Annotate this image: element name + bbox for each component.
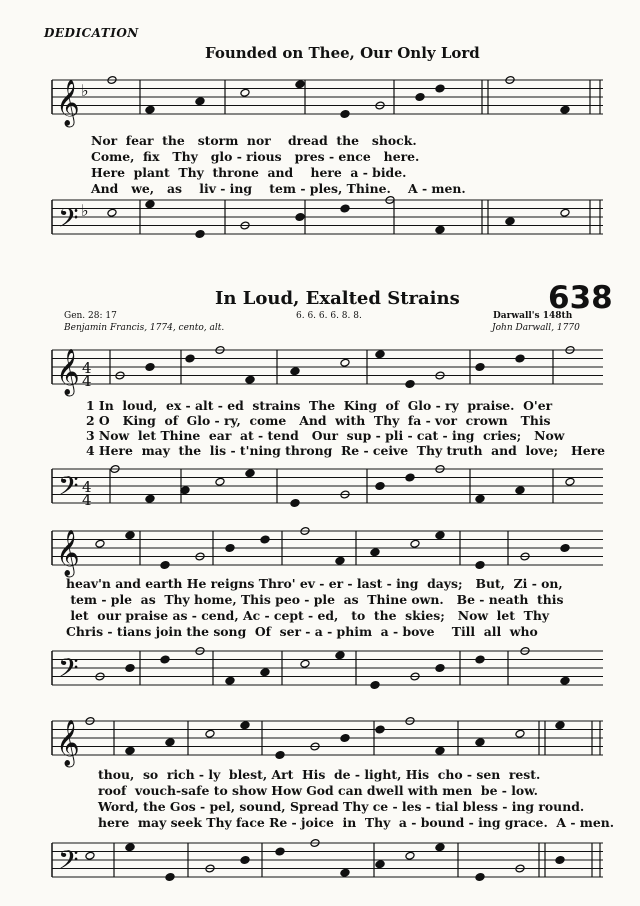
- verse-line-1-4: 4 Here may the lis - t'ning throng Re - ceive Thy truth and love; Here: [86, 443, 606, 458]
- note-head: [560, 544, 570, 553]
- note-head: [260, 668, 270, 677]
- note-head: [195, 230, 205, 239]
- note-head: [295, 80, 305, 89]
- note-head: [560, 105, 570, 114]
- note-head: [275, 751, 285, 760]
- time-signature-bottom: 4: [82, 372, 92, 390]
- note-head: [560, 676, 570, 685]
- note-head: [245, 469, 255, 478]
- hymn-title: In Loud, Exalted Strains: [215, 288, 460, 309]
- note-head: [125, 746, 135, 755]
- note-head: [240, 721, 250, 730]
- prev-hymn-title: Founded on Thee, Our Only Lord: [205, 44, 480, 62]
- prev-lyric-line-3: Here plant Thy throne and here a - bide.: [91, 165, 407, 180]
- treble-clef-icon: 𝄞: [56, 80, 80, 126]
- verse-line-2-4: Chris - tians join the song Of ser - a - phim a - bove Till all who: [66, 624, 538, 639]
- note-head: [435, 531, 445, 540]
- section-label: DEDICATION: [44, 26, 139, 40]
- note-head: [475, 738, 485, 747]
- note-head: [260, 535, 270, 544]
- note-head: [560, 208, 570, 217]
- note-head: [125, 531, 135, 540]
- note-head: [145, 200, 155, 209]
- verse-line-2-3: let our praise as - cend, Ac - cept - ed, to the skies; Now let Thy: [66, 608, 550, 623]
- treble-clef-icon: 𝄞: [56, 720, 80, 766]
- verse-line-3-3: Word, the Gos - pel, sound, Spread Thy ce - les - tial bless - ing round.: [98, 799, 585, 814]
- note-head: [215, 477, 225, 486]
- bass-clef-icon: 𝄢: [58, 844, 79, 882]
- note-head: [160, 655, 170, 664]
- tune-name: Darwall's 148th: [493, 311, 573, 321]
- note-head: [205, 729, 215, 738]
- note-head: [505, 217, 515, 226]
- note-head: [515, 729, 525, 738]
- note-head: [475, 873, 485, 882]
- hymn-number: 638: [548, 280, 613, 316]
- note-head: [475, 655, 485, 664]
- note-head: [515, 486, 525, 495]
- note-head: [375, 482, 385, 491]
- treble-clef-icon: 𝄞: [56, 530, 80, 576]
- note-head: [107, 208, 117, 217]
- note-head: [370, 548, 380, 557]
- note-head: [335, 651, 345, 660]
- note-head: [290, 499, 300, 508]
- note-head: [375, 350, 385, 359]
- note-head: [555, 721, 565, 730]
- note-head: [515, 354, 525, 363]
- flat-icon: ♭: [81, 201, 89, 220]
- note-head: [340, 868, 350, 877]
- note-head: [435, 843, 445, 852]
- note-head: [405, 380, 415, 389]
- time-signature-top: 4: [82, 359, 92, 377]
- note-head: [145, 105, 155, 114]
- note-head: [565, 477, 575, 486]
- note-head: [245, 375, 255, 384]
- note-head: [410, 539, 420, 548]
- note-head: [185, 354, 195, 363]
- note-head: [340, 358, 350, 367]
- note-head: [340, 204, 350, 213]
- note-head: [145, 363, 155, 372]
- bass-clef-icon: 𝄢: [58, 652, 79, 690]
- note-head: [195, 97, 205, 106]
- note-head: [240, 856, 250, 865]
- note-head: [415, 93, 425, 102]
- note-head: [555, 856, 565, 865]
- note-head: [225, 676, 235, 685]
- note-head: [95, 539, 105, 548]
- note-head: [405, 473, 415, 482]
- time-signature-top: 4: [82, 478, 92, 496]
- note-head: [300, 659, 310, 668]
- note-head: [340, 110, 350, 119]
- prev-lyric-line-4: And we, as liv - ing tem - ples, Thine. A - men.: [91, 181, 466, 196]
- note-head: [475, 494, 485, 503]
- verse-line-2-1: heav'n and earth He reigns Thro' ev - er - last - ing days; But, Zi - on,: [66, 576, 563, 591]
- note-head: [275, 847, 285, 856]
- verse-line-3-1: thou, so rich - ly blest, Art His de - light, His cho - sen rest.: [98, 767, 541, 782]
- note-head: [290, 367, 300, 376]
- note-head: [335, 556, 345, 565]
- verse-line-1-1: 1 In loud, ex - alt - ed strains The King of Glo - ry praise. O'er: [86, 398, 553, 413]
- note-head: [375, 860, 385, 869]
- note-head: [165, 873, 175, 882]
- note-head: [125, 664, 135, 673]
- meter: 6. 6. 6. 6. 8. 8.: [296, 311, 362, 321]
- note-head: [475, 363, 485, 372]
- prev-lyric-line-2: Come, fix Thy glo - rious pres - ence here.: [91, 149, 420, 164]
- verse-line-3-4: here may seek Thy face Re - joice in Thy a - bound - ing grace. A - men.: [98, 815, 615, 830]
- bass-clef-icon: 𝄢: [58, 202, 79, 240]
- note-head: [435, 84, 445, 93]
- flat-icon: ♭: [81, 81, 89, 100]
- note-head: [405, 851, 415, 860]
- note-head: [370, 681, 380, 690]
- time-signature-bottom: 4: [82, 491, 92, 509]
- treble-clef-icon: 𝄞: [56, 349, 80, 395]
- author: Benjamin Francis, 1774, cento, alt.: [64, 323, 225, 333]
- note-head: [375, 725, 385, 734]
- verse-line-1-3: 3 Now let Thine ear at - tend Our sup - pli - cat - ing cries; Now: [86, 428, 565, 443]
- verse-line-1-2: 2 O King of Glo - ry, come And with Thy fa - vor crown This: [86, 413, 551, 428]
- note-head: [85, 851, 95, 860]
- verse-line-3-2: roof vouch-safe to show How God can dwell with men be - low.: [98, 783, 538, 798]
- note-head: [240, 88, 250, 97]
- note-head: [435, 664, 445, 673]
- composer: John Darwall, 1770: [492, 323, 580, 333]
- note-head: [160, 561, 170, 570]
- note-head: [125, 843, 135, 852]
- scripture-reference: Gen. 28: 17: [64, 311, 117, 321]
- note-head: [295, 213, 305, 222]
- note-head: [340, 734, 350, 743]
- note-head: [145, 494, 155, 503]
- note-head: [435, 746, 445, 755]
- note-head: [435, 225, 445, 234]
- note-head: [225, 544, 235, 553]
- note-head: [475, 561, 485, 570]
- bass-clef-icon: 𝄢: [58, 470, 79, 508]
- prev-lyric-line-1: Nor fear the storm nor dread the shock.: [91, 133, 417, 148]
- verse-line-2-2: tem - ple as Thy home, This peo - ple as Thine own. Be - neath this: [66, 592, 564, 607]
- note-head: [165, 738, 175, 747]
